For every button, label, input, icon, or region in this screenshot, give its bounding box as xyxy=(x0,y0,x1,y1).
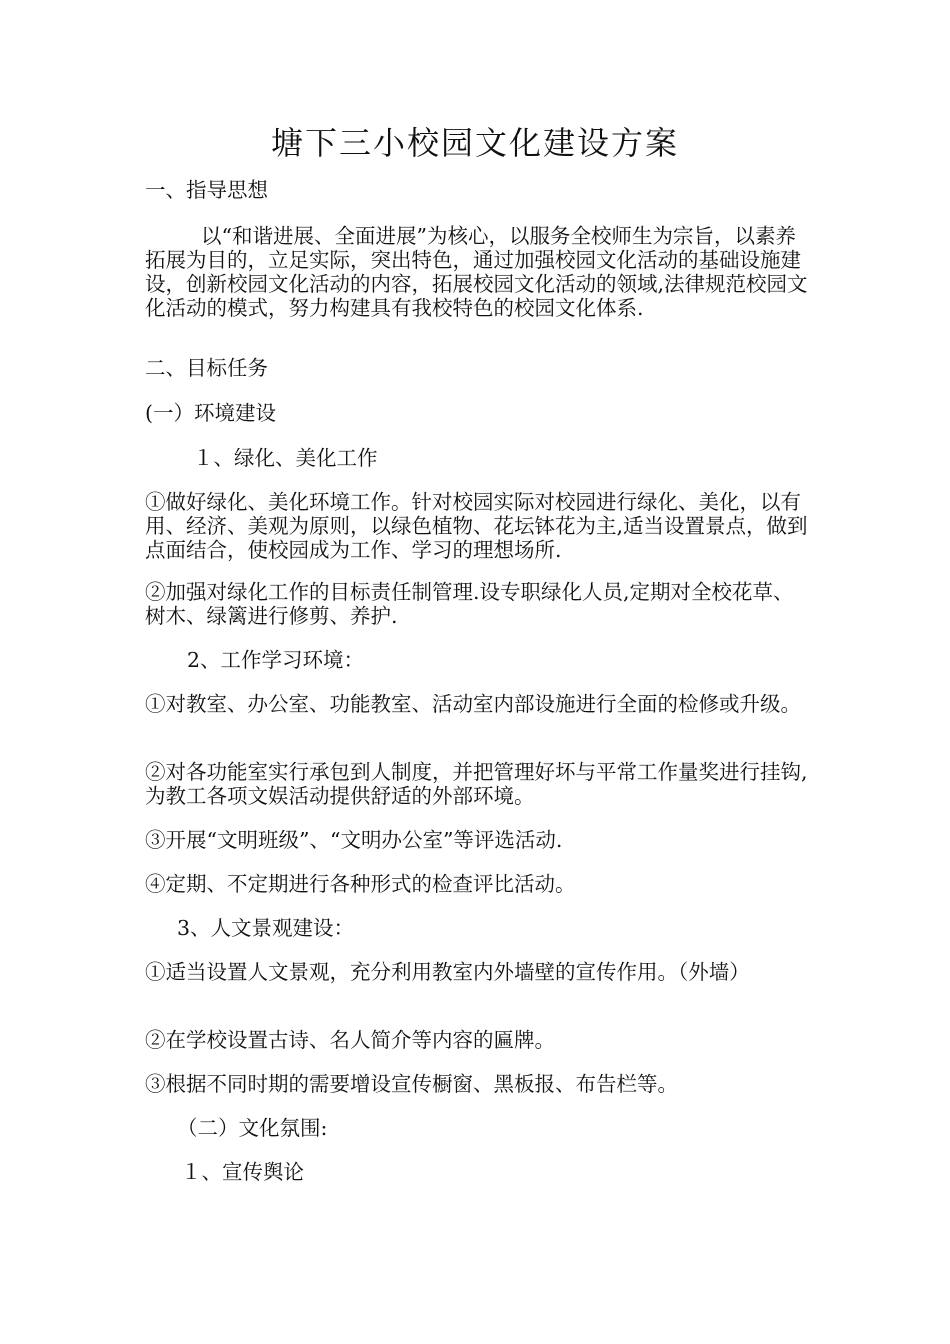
list-item-landscape-2: ②在学校设置古诗、名人简介等内容的匾牌。 xyxy=(145,1028,555,1052)
list-item-greening-1: ①做好绿化、美化环境工作。针对校园实际对校园进行绿化、美化，以有用、经济、美观为原则，以绿色植物、花坛钵花为主,适当设置景点，做到点面结合，使校园成为工作、学习的理想场所. xyxy=(145,490,808,562)
heading-cultural-atmosphere: （二）文化氛围: xyxy=(177,1116,328,1140)
subheading-work-environment: 2、工作学习环境： xyxy=(187,648,365,672)
subheading-cultural-landscape: 3、人文景观建设： xyxy=(177,916,355,940)
document-title: 塘下三小校园文化建设方案 xyxy=(270,124,679,162)
heading-guiding-thought: 一、指导思想 xyxy=(145,178,268,202)
subheading-publicity: １、宣传舆论 xyxy=(181,1160,304,1184)
heading-environment: (一）环境建设 xyxy=(145,401,276,425)
list-item-greening-2: ②加强对绿化工作的目标责任制管理.设专职绿化人员,定期对全校花草、树木、绿篱进行修剪、养护. xyxy=(145,580,794,628)
list-item-landscape-3: ③根据不同时期的需要增设宣传橱窗、黑板报、布告栏等。 xyxy=(145,1072,678,1096)
list-item-work-env-3: ③开展“文明班级”、“文明办公室”等评选活动. xyxy=(145,828,563,852)
heading-goals: 二、目标任务 xyxy=(145,356,268,380)
list-item-landscape-1: ①适当设置人文景观，充分利用教室内外墙壁的宣传作用。（外墙） xyxy=(145,960,750,984)
list-item-work-env-1: ①对教室、办公室、功能教室、活动室内部设施进行全面的检修或升级。 xyxy=(145,692,801,716)
list-item-work-env-2: ②对各功能室实行承包到人制度，并把管理好坏与平常工作量奖进行挂钩,为教工各项文娱活动提供舒适的外部环境。 xyxy=(145,760,808,808)
paragraph-guiding-thought: 以“和谐进展、全面进展”为核心，以服务全校师生为宗旨，以素养拓展为目的，立足实际，突出特色，通过加强校园文化活动的基础设施建设，创新校园文化活动的内容，拓展校园文化活动的领域,法律规范校园文化活动的模式，努力构建具有我校特色的校园文化体系. xyxy=(145,224,808,320)
subheading-greening: １、绿化、美化工作 xyxy=(193,446,378,470)
list-item-work-env-4: ④定期、不定期进行各种形式的检查评比活动。 xyxy=(145,872,576,896)
